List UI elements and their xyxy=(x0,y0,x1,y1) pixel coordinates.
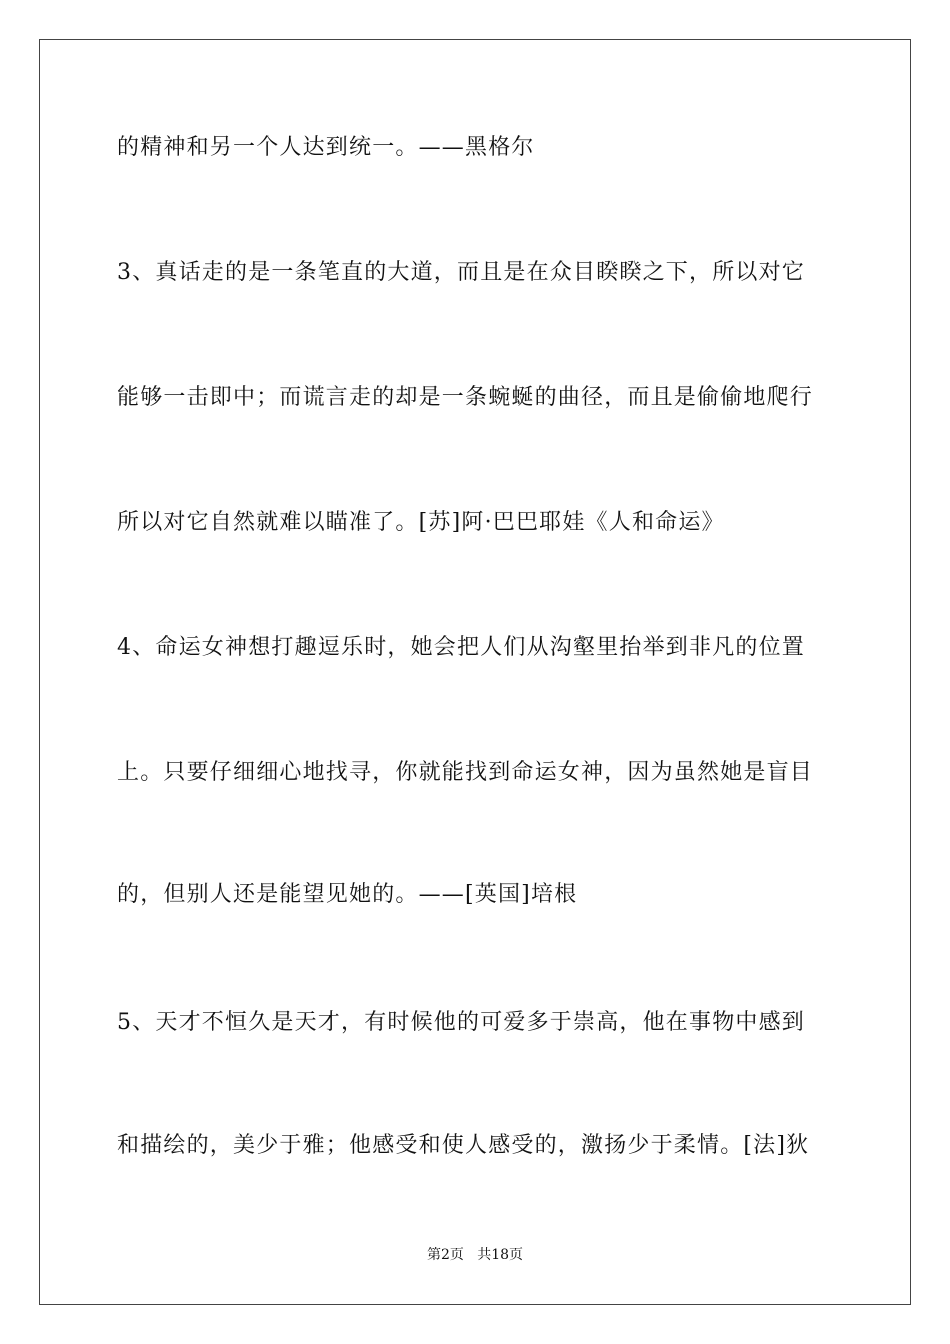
text-line: 的，但别人还是能望见她的。——[英国]培根 xyxy=(117,882,578,907)
text-line: 所以对它自然就难以瞄准了。[苏]阿·巴巴耶娃《人和命运》 xyxy=(117,510,725,535)
page-border xyxy=(39,39,911,1305)
text-line: 的精神和另一个人达到统一。——黑格尔 xyxy=(117,135,535,160)
text-line: 和描绘的，美少于雅；他感受和使人感受的，激扬少于柔情。[法]狄 xyxy=(117,1133,810,1158)
text-line: 3、真话走的是一条笔直的大道，而且是在众目睽睽之下，所以对它 xyxy=(117,260,805,285)
text-line: 能够一击即中；而谎言走的却是一条蜿蜒的曲径，而且是偷偷地爬行 xyxy=(117,385,814,410)
text-line: 上。只要仔细细心地找寻，你就能找到命运女神，因为虽然她是盲目 xyxy=(117,760,814,785)
text-line: 5、天才不恒久是天才，有时候他的可爱多于崇高，他在事物中感到 xyxy=(117,1010,805,1035)
page-number-footer: 第2页 共18页 xyxy=(426,1247,524,1263)
text-line: 4、命运女神想打趣逗乐时，她会把人们从沟壑里抬举到非凡的位置 xyxy=(117,635,805,660)
